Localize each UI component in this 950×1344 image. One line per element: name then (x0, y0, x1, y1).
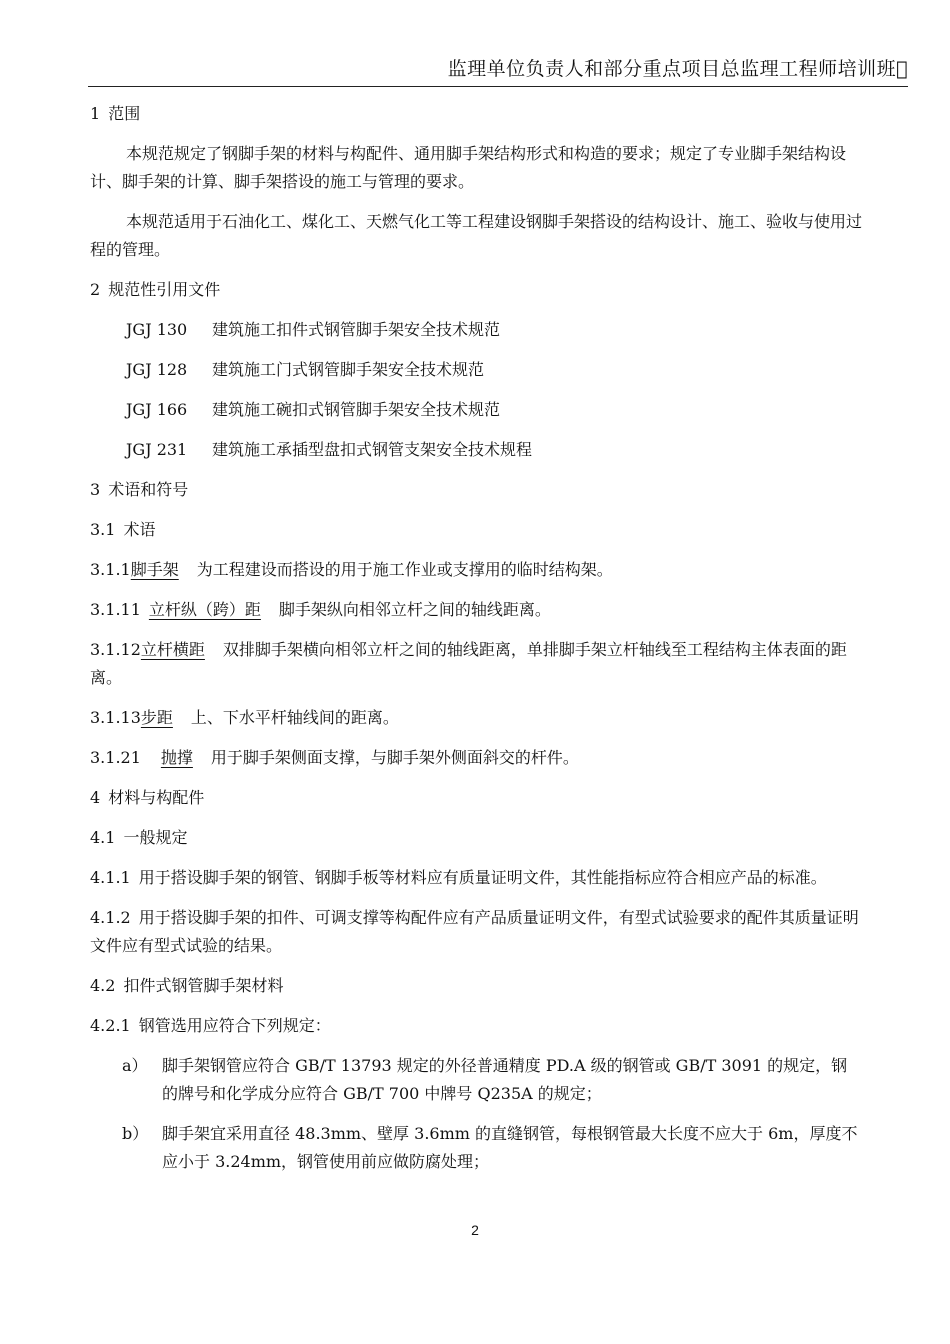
reference-code: JGJ 130 (126, 320, 188, 339)
clause-number: 3.1.21 (90, 748, 141, 767)
section-number: 4 (90, 788, 101, 807)
reference-code: JGJ 166 (126, 400, 188, 419)
section-heading (90, 784, 862, 812)
term-definition (90, 704, 862, 732)
term-definition (90, 744, 862, 772)
term-definition (90, 596, 862, 624)
subsection-title: 术语 (123, 520, 156, 539)
clause-text: 钢管选用应符合下列规定： (138, 1016, 331, 1035)
paragraph: 本规范适用于石油化工、煤化工、天燃气化工等工程建设钢脚手架搭设的结构设计、施工、验收与使用过程的管理。 (90, 212, 863, 259)
reference-title: 建筑施工承插型盘扣式钢管支架安全技术规程 (212, 440, 533, 459)
section-heading (90, 100, 862, 128)
subsection-title: 扣件式钢管脚手架材料 (123, 976, 284, 995)
list-marker: a） (122, 1056, 148, 1075)
clause-number: 3.1.1 (90, 560, 131, 579)
reference-title: 建筑施工门式钢管脚手架安全技术规范 (212, 360, 485, 379)
definition: 用于脚手架侧面支撑，与脚手架外侧面斜交的杆件。 (210, 748, 579, 767)
section-number: 3 (90, 480, 101, 499)
section-number: 2 (90, 280, 101, 299)
paragraph: 本规范规定了钢脚手架的材料与构配件、通用脚手架结构形式和构造的要求；规定了专业脚手架结构设计、脚手架的计算、脚手架搭设的施工与管理的要求。 (90, 144, 847, 191)
clause-number: 3.1.13 (90, 708, 141, 727)
term: 步距 (140, 708, 173, 727)
clause (90, 904, 862, 960)
term-definition (90, 636, 862, 692)
subsection-number: 3.1 (90, 520, 116, 539)
section-title: 材料与构配件 (108, 788, 205, 807)
page-number: 2 (471, 1222, 479, 1238)
term: 抛撑 (160, 748, 193, 767)
definition: 上、下水平杆轴线间的距离。 (190, 708, 399, 727)
term: 立杆纵（跨）距 (148, 600, 261, 619)
clause-number: 3.1.11 (90, 600, 141, 619)
clause-text: 用于搭设脚手架的扣件、可调支撑等构配件应有产品质量证明文件，有型式试验要求的配件其质量证明文件应有型式试验的结果。 (90, 908, 859, 955)
reference-title: 建筑施工碗扣式钢管脚手架安全技术规范 (212, 400, 501, 419)
definition: 脚手架纵向相邻立杆之间的轴线距离。 (278, 600, 551, 619)
document-body (90, 100, 862, 1188)
clause-number: 4.1.2 (90, 908, 131, 927)
reference-code: JGJ 231 (126, 440, 188, 459)
reference-item (126, 356, 862, 384)
list-marker: b） (122, 1124, 149, 1143)
header-rule (88, 86, 908, 87)
clause-number: 4.2.1 (90, 1016, 131, 1035)
subsection-heading (90, 972, 862, 1000)
subsection-heading (90, 516, 862, 544)
term: 立杆横距 (140, 640, 205, 659)
subsection-number: 4.2 (90, 976, 116, 995)
list-item (90, 1120, 862, 1176)
term: 脚手架 (130, 560, 179, 579)
section-heading (90, 476, 862, 504)
clause (90, 1012, 862, 1040)
reference-title: 建筑施工扣件式钢管脚手架安全技术规范 (212, 320, 501, 339)
reference-item (126, 436, 862, 464)
clause-number: 4.1.1 (90, 868, 131, 887)
definition: 为工程建设而搭设的用于施工作业或支撑用的临时结构架。 (196, 560, 613, 579)
header-title: 监理单位负责人和部分重点项目总监理工程师培训班  (447, 58, 908, 80)
list-text: 脚手架宜采用直径 48.3mm、壁厚 3.6mm 的直缝钢管，每根钢管最大长度不应大于 6m，厚度不应小于 3.24mm，钢管使用前应做防腐处理； (162, 1124, 858, 1171)
subsection-heading (90, 824, 862, 852)
section-title: 范围 (108, 104, 141, 123)
section-heading (90, 276, 862, 304)
clause (90, 864, 862, 892)
list-item (90, 1052, 862, 1108)
clause-number: 3.1.12 (90, 640, 141, 659)
section-number: 1 (90, 104, 101, 123)
section-title: 规范性引用文件 (108, 280, 221, 299)
subsection-title: 一般规定 (123, 828, 188, 847)
definition: 双排脚手架横向相邻立杆之间的轴线距离，单排脚手架立杆轴线至工程结构主体表面的距离。 (90, 640, 847, 687)
subsection-number: 4.1 (90, 828, 116, 847)
section-title: 术语和符号 (108, 480, 189, 499)
reference-item (126, 396, 862, 424)
reference-code: JGJ 128 (126, 360, 188, 379)
reference-item (126, 316, 862, 344)
clause-text: 用于搭设脚手架的钢管、钢脚手板等材料应有质量证明文件，其性能指标应符合相应产品的标准。 (138, 868, 827, 887)
term-definition (90, 556, 862, 584)
list-text: 脚手架钢管应符合 GB/T 13793 规定的外径普通精度 PD.A 级的钢管或 GB/T 3091 的规定，钢的牌号和化学成分应符合 GB/T 700 中牌号 Q235A 的规定； (162, 1056, 848, 1103)
